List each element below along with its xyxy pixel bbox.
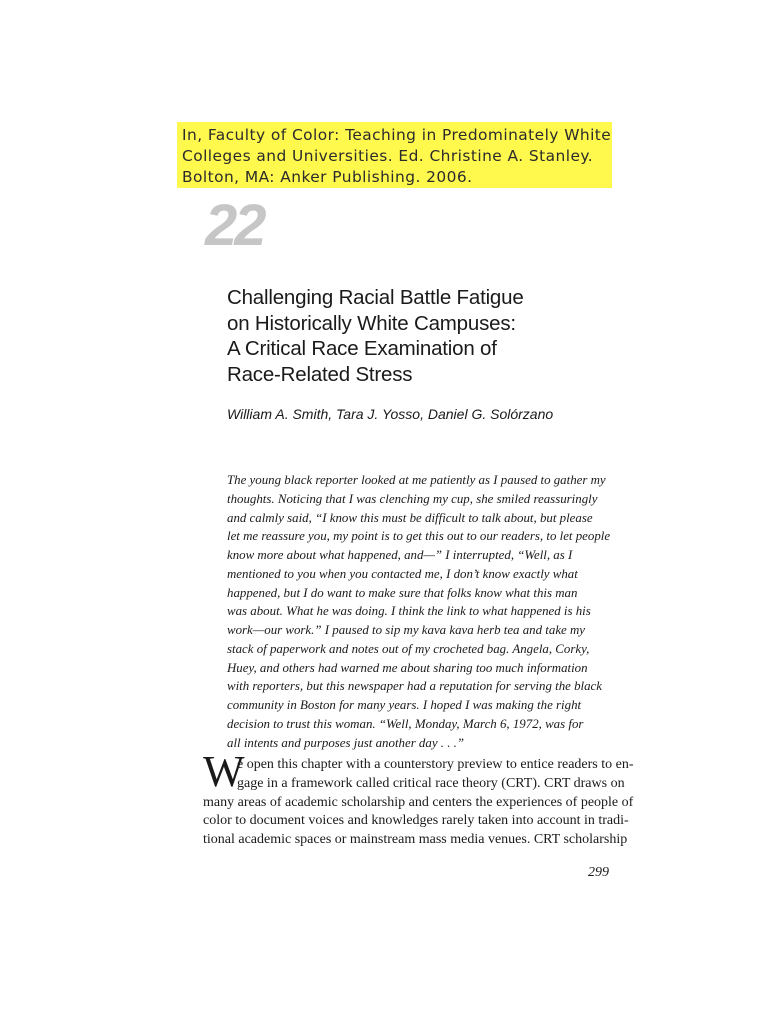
drop-cap: W <box>203 747 245 796</box>
epigraph-line: and calmly said, “I know this must be difficult to talk about, but please <box>227 510 593 525</box>
chapter-title <box>227 285 627 387</box>
epigraph <box>227 471 611 752</box>
citation-line: In, Faculty of Color: Teaching in Predominately White <box>182 126 612 144</box>
body-line: many areas of academic scholarship and centers the experiences of people of <box>203 794 634 810</box>
epigraph-line: thoughts. Noticing that I was clenching my cup, she smiled reassuringly <box>227 491 598 506</box>
epigraph-line: happened, but I do want to make sure that folks know what this man <box>227 585 578 600</box>
epigraph-line: decision to trust this woman. “Well, Monday, March 6, 1972, was for <box>227 716 584 731</box>
chapter-number: 22 <box>205 193 264 258</box>
body-line: gage in a framework called critical race theory (CRT). CRT draws on <box>237 775 625 791</box>
page-number: 299 <box>588 865 609 880</box>
epigraph-line: know more about what happened, and—” I interrupted, “Well, as I <box>227 548 573 562</box>
epigraph-line: stack of paperwork and notes out of my crocheted bag. Angela, Corky, <box>227 641 590 656</box>
body-paragraph <box>203 747 634 850</box>
chapter-title-line: on Historically White Campuses: <box>227 311 516 335</box>
body-line: color to document voices and knowledges rarely taken into account in tradi- <box>203 813 629 829</box>
citation-highlight <box>177 122 612 188</box>
citation-line: Colleges and Universities. Ed. Christine A. Stanley. <box>182 147 594 165</box>
epigraph-line: community in Boston for many years. I hoped I was making the right <box>227 698 582 712</box>
epigraph-line: The young black reporter looked at me patiently as I paused to gather my <box>227 473 606 487</box>
body-line: e open this chapter with a counterstory preview to entice readers to en- <box>237 757 634 772</box>
epigraph-line: Huey, and others had warned me about sharing too much information <box>227 660 588 675</box>
chapter-title-line: Race-Related Stress <box>227 362 413 386</box>
citation-line: Bolton, MA: Anker Publishing. 2006. <box>182 168 473 186</box>
chapter-authors: William A. Smith, Tara J. Yosso, Daniel G. Solórzano <box>227 406 554 422</box>
epigraph-line: mentioned to you when you contacted me, I don’t know exactly what <box>227 566 578 581</box>
epigraph-line: let me reassure you, my point is to get this out to our readers, to let people <box>227 529 611 544</box>
epigraph-line: was about. What he was doing. I think the link to what happened is his <box>227 604 591 619</box>
epigraph-line: with reporters, but this newspaper had a reputation for serving the black <box>227 679 602 694</box>
chapter-title-line: Challenging Racial Battle Fatigue <box>227 286 524 309</box>
body-line: tional academic spaces or mainstream mass media venues. CRT scholarship <box>203 832 628 848</box>
epigraph-line: work—our work.” I paused to sip my kava kava herb tea and take my <box>227 623 586 637</box>
epigraph-line: all intents and purposes just another day . . .” <box>227 735 465 750</box>
chapter-title-line: A Critical Race Examination of <box>227 337 497 360</box>
